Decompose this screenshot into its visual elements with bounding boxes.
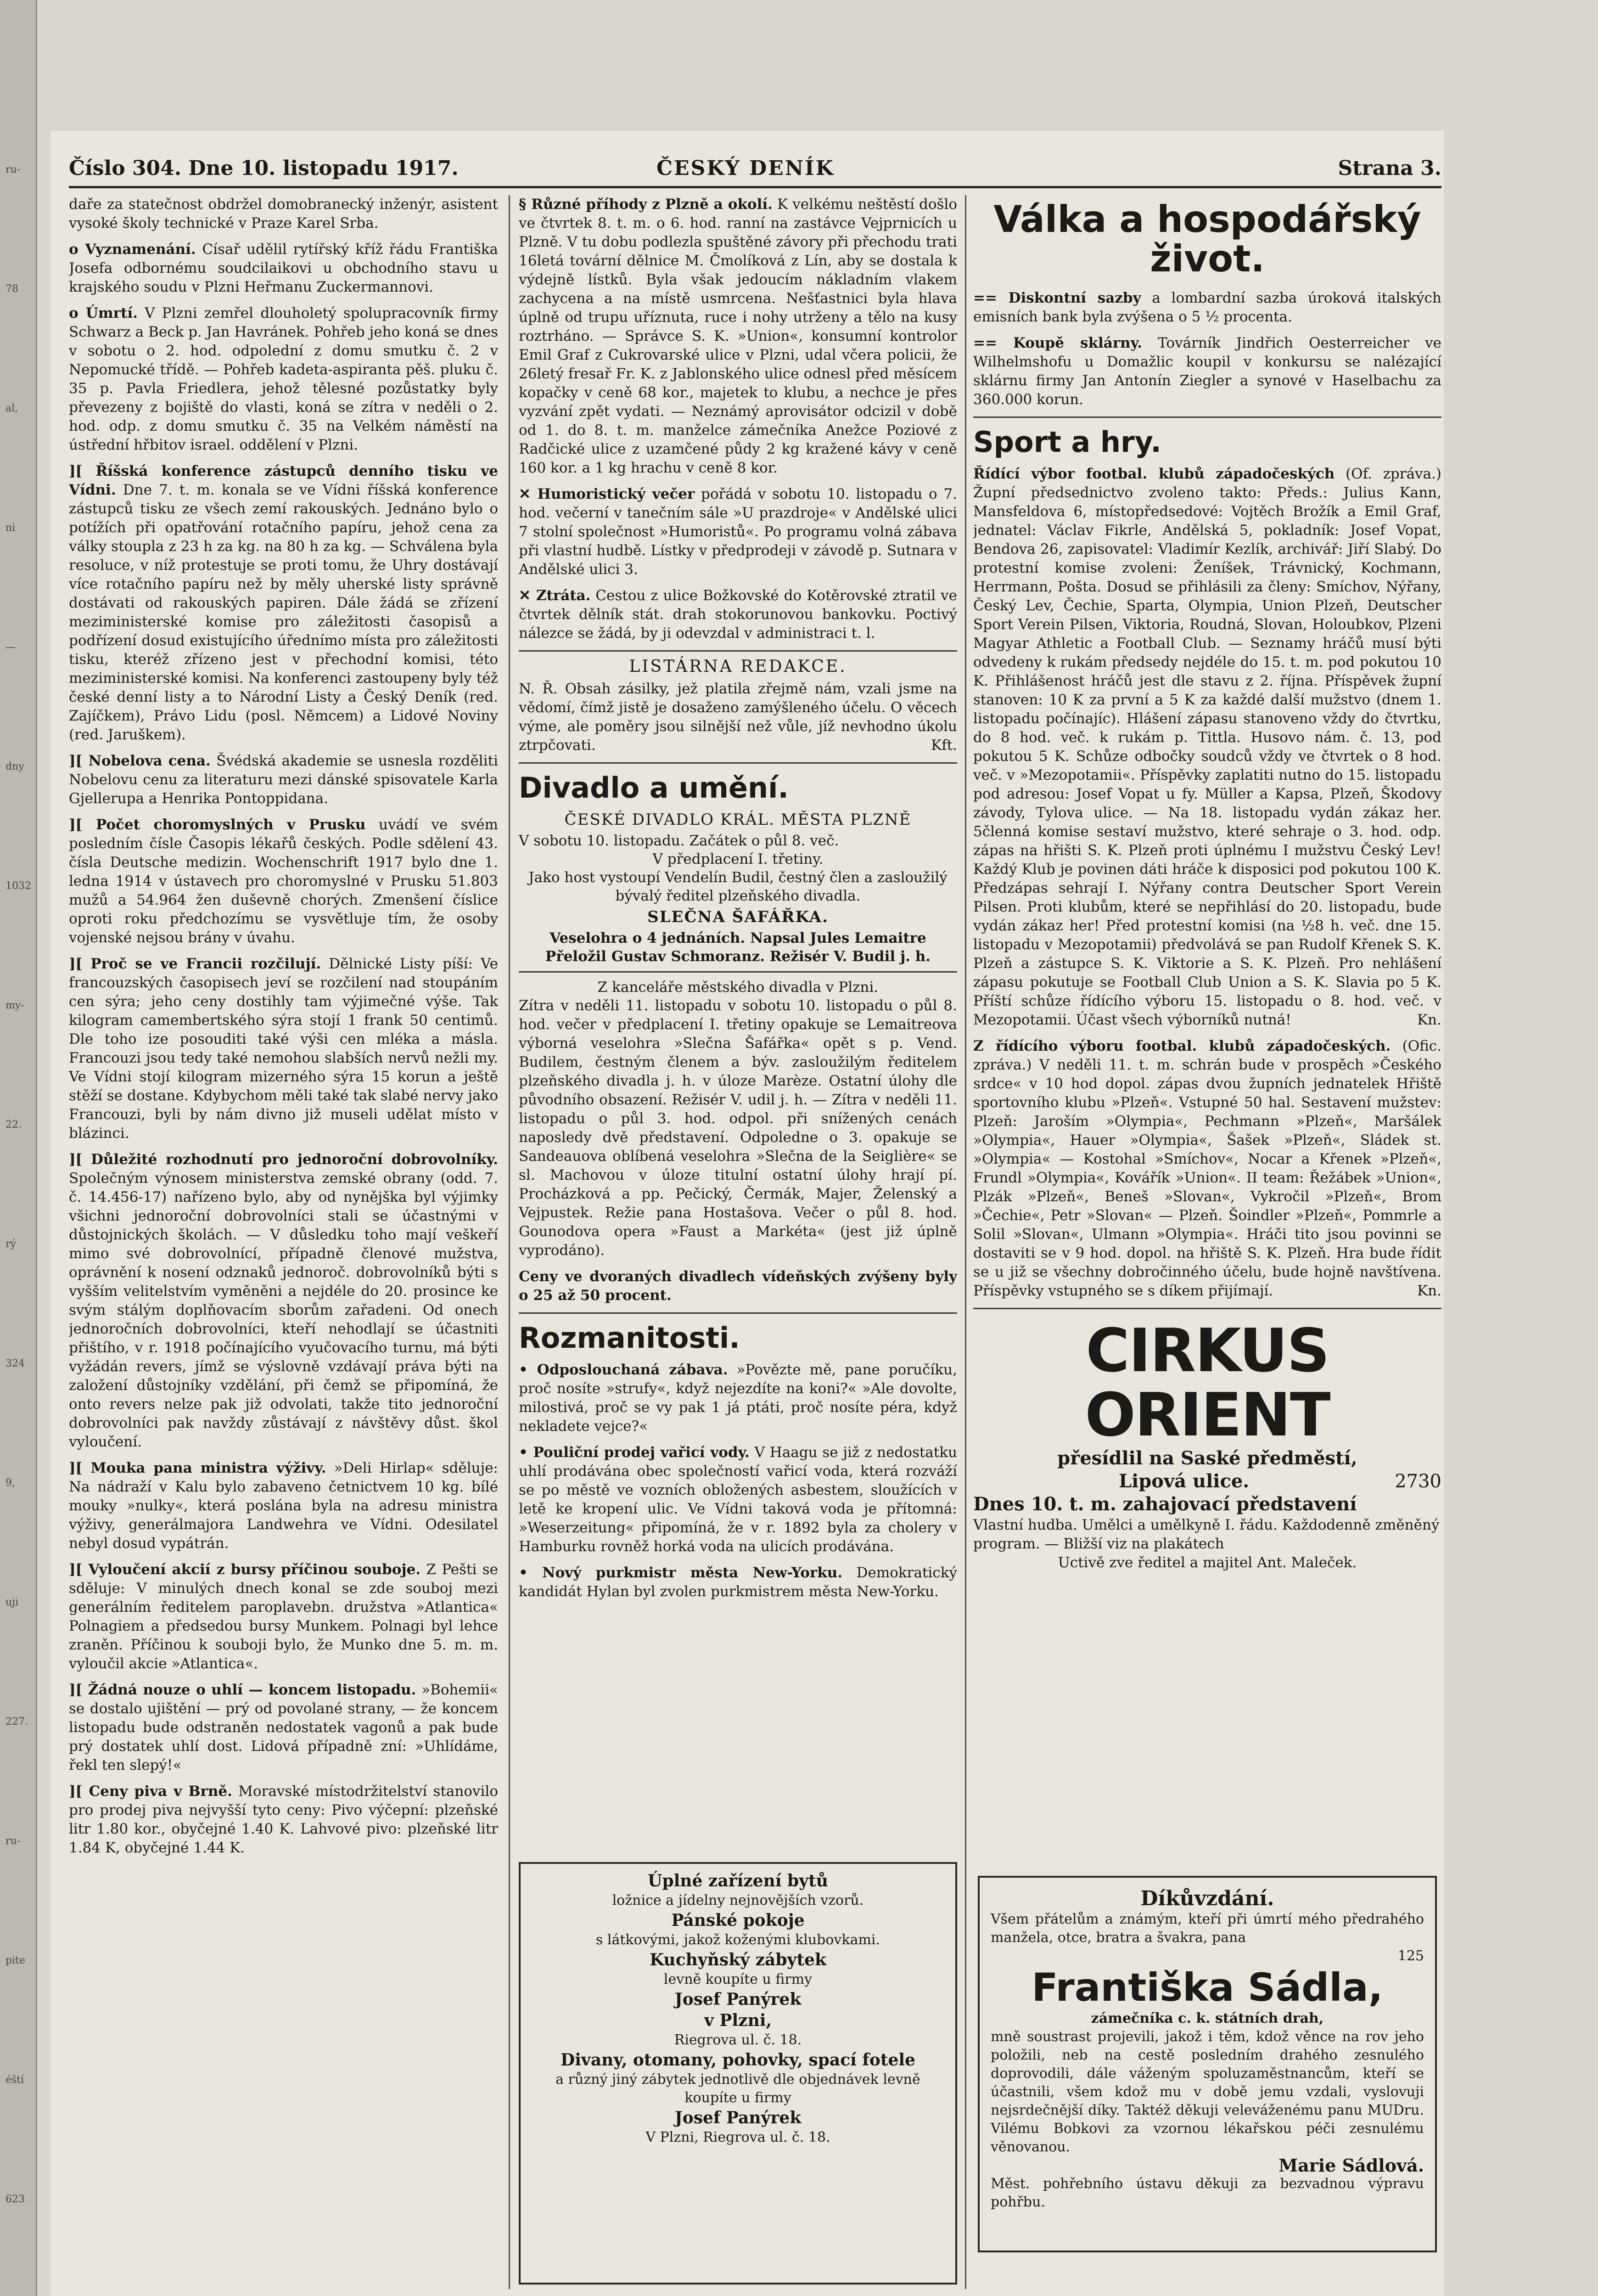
edge-fragment: 78	[6, 283, 18, 295]
divider	[519, 971, 957, 973]
furn-line: levně koupíte u firmy	[663, 1971, 813, 1987]
furn-street: Riegrova ul. č. 18.	[674, 2032, 802, 2048]
thanks-intro: Všem přátelům a známým, kteří při úmrtí mého předrahého manžela, otce, bratra a švakra, pana	[991, 1911, 1424, 1946]
article	[519, 195, 957, 478]
furn-firm: Josef Panýrek	[674, 1990, 802, 2009]
article	[519, 1361, 957, 1436]
furn-line: s látkovými, jakož koženými klubovkami.	[595, 1932, 880, 1948]
column-rule	[965, 195, 966, 2289]
newspaper-page	[50, 131, 1444, 2296]
page-number: Strana 3.	[1338, 157, 1441, 180]
edge-fragment: dny	[6, 761, 24, 772]
divider	[519, 762, 957, 764]
theatre-prices: Ceny ve dvoraných divadlech vídeňských zvýšeny byly o 25 až 50 procent.	[519, 1268, 957, 1304]
article-heading: § Různé příhody z Plzně a okolí.	[519, 196, 773, 213]
issue-date: Číslo 304. Dne 10. listopadu 1917.	[69, 157, 459, 180]
theatre-heading: Divadlo a umění.	[519, 771, 789, 805]
cirkus-title: CIRKUS ORIENT	[1085, 1316, 1330, 1450]
article-heading: == Diskontní sazby	[973, 290, 1141, 306]
article	[69, 1782, 498, 1857]
article-text: (Ofic. zpráva.) V neděli 11. t. m. schrán bude v prospěch »Českého srdce« v 10 hod dopol. zápas dvou župních jednatelek Hřiště sportovního klubu »Plzeň«. Vstupné 50 hal. Sestavení mužstev: Plzeň: Jaroším »Olympia«, Pechmann »Plzeň«, Maršálek »Olympia«, Hauer »Olympia«, Šašek »Plzeň«, Sládek st. »Olympia« — Kostohal »Smíchov«, Nocar a Křenek »Plzeň«, Frundl »Olympia«, Kovářík »Union«. II team: Řežábek »Union«, Plzák »Plzeň«, Beneš »Slovan«, Vykročil »Plzeň«, Brom »Čechie«, Petr »Slovan« — Plzeň. Šoindler »Plzeň«, Pommrle a Solil »Slovan«, Ulmann »Olympia«. Hráči tito jsou povinni se dostaviti se v 9 hod. dopol. na hřiště S. K. Plzeň. Hra bude řídit se u již se všechny dobročinného účelu, bude hojně navštívena. Příspěvky vstupného se s díkem přijímají.	[973, 1038, 1441, 1299]
article-text: pořádá v sobotu 10. listopadu o 7. hod. večerní v tanečním sále »U prazdroje« v Andělské ulici 7 stolní společnost »Humoristů«. Po programu volná zábava při vlastní hudbě. Lístky v předprodeji v závodě p. Sutnara v Andělské ulici 3.	[519, 486, 957, 578]
article-text: Továrník Jindřich Oesterreicher ve Wilhelmshofu u Domažlic koupil v konkursu se nalézající sklárnu firmy Jan Antonín Ziegler a synové v Haselbachu za 360.000 korun.	[973, 335, 1441, 408]
article	[973, 1037, 1441, 1300]
article-text: Cestou z ulice Božkovské do Kotěrovské ztratil ve čtvrtek dělník stát. drah stokorunovou bankovku. Poctivý nálezce se žádá, by ji odevzdal v administraci t. l.	[519, 587, 957, 642]
article-text: Císař udělil rytířský kříž řádu Františka Josefa odbornému soudcilaikovi u obchodního stavu u krajského soudu v Plzni Heřmanu Zuckermannovi.	[69, 241, 498, 295]
divider	[973, 416, 1441, 418]
cirkus-line: přesídlil na Saské předměstí,	[1057, 1447, 1357, 1469]
article-text: Z Pešti se sděluje: V minulých dnech konal se zde souboj mezi generálním ředitelem paroplavebn. družstva »Atlantica« Polnagiem a předsedou bursy Munkem. Polnagi byl lehce zraněn. Příčinou k souboji bylo, že Munko dne 5. m. m. vyloučil akcie »Atlantica«.	[69, 1561, 498, 1672]
theatre-date: V sobotu 10. listopadu. Začátek o půl 8. več.	[519, 833, 839, 849]
article-heading: ✕ Ztráta.	[519, 587, 591, 604]
furn-line: Divany, otomany, pohovky, spací fotele	[561, 2050, 915, 2070]
article-heading: Z řídícího výboru footbal. klubů západočeských.	[973, 1038, 1391, 1054]
page-header	[69, 149, 1441, 188]
column-2	[519, 195, 957, 2289]
thanks-name: Františka Sádla,	[1032, 1965, 1383, 2010]
article-heading: Řídící výbor footbal. klubů západočeských	[973, 466, 1335, 482]
article-heading: ][ Vyloučení akcií z bursy příčinou souboje.	[69, 1561, 421, 1578]
theatre-play: SLEČNA ŠAFÁŘKA.	[647, 908, 829, 926]
article-text: K velkému neštěstí došlo ve čtvrtek 8. t. m. o 6. hod. ranní na zastávce Vejprnicích u Plzně. V tu dobu podlezla spuštěné závory při přechodu trati 16letá tovární dělnice M. Čmolíková z Lín, aby se dostala k výdejně lístků. Byla však jedoucím nákladním vlakem zachycena a na místě usmrcena. Nešťastnici byla hlava úplně od trupu uříznuta, ruce i nohy utrženy a tělo na kusy roztrháno. — Správce S. K. »Union«, konsumní kontrolor Emil Graf z Cukrovarské ulice v Plzni, udal včera policii, že 26letý fresař Fr. K. z Jablonského ulice odnesl před měsícem kopačky v ceně 68 kor., majetek to klubu, a nechce je přes vyzvání zpět vydati. — Neznámý aprovisátor odcizil v době od 1. do 8. t. m. manželce zámečníka Anežce Poziové z Radčické ulice z uzamčené půdy 2 kg kražené kávy v ceně 160 kor. a 1 kg hrachu v ceně 8 kor.	[519, 196, 957, 476]
edge-fragment: ru-	[6, 1835, 21, 1847]
edge-fragment: 9,	[6, 1477, 15, 1489]
article-heading: ][ Mouka pana ministra výživy.	[69, 1460, 326, 1476]
article-text: Demokratický kandidát Hylan byl zvolen purkmistrem města New-Yorku.	[519, 1564, 957, 1600]
cirkus-line: Uctivě zve ředitel a majitel Ant. Maleček.	[1058, 1554, 1357, 1571]
furn-city: v Plzni,	[704, 2011, 772, 2030]
article-heading: ][ Důležité rozhodnutí pro jednoroční dobrovolníky.	[69, 1151, 498, 1168]
article-text: Moravské místodržitelství stanovilo pro prodej piva nejvyšší tyto ceny: Pivo výčepní: plzeňské litr 1.80 kor., obyčejné 1.40 K. Lahvové pivo: plzeňské litr 1.84 K, obyčejné 1.44 K.	[69, 1783, 498, 1856]
article-text: »Povězte mě, pane poručíku, proč nosíte »strufy«, když nejezdíte na koni?« »Ale dovolte, milostivá, proč se vy pak 1 já ptáti, proč nosíte péra, když nekladete vejce?«	[519, 1362, 957, 1435]
article-heading: ][ Ceny piva v Brně.	[69, 1783, 232, 1800]
column-1	[69, 195, 498, 2289]
divider	[973, 1308, 1441, 1309]
thanks-sign: Marie Sádlová.	[1278, 2155, 1424, 2176]
column-rule	[509, 195, 510, 2289]
article	[69, 1459, 498, 1553]
adjacent-page-edge	[0, 0, 37, 2296]
furn-title: Úplné zařízení bytů	[648, 1871, 828, 1891]
thanks-num: 125	[1397, 1948, 1424, 1964]
edge-fragment: éští	[6, 2074, 24, 2086]
edge-fragment: rý	[6, 1238, 16, 1250]
article-text: V Haagu se již z nedostatku uhlí prodávána obec společností vařicí voda, která rozváží se po městě ve vozních obložených asbestem, sloužících v letě ke kropení ulic. Ve Vídni taková voda je přítomná: »Weserzeitung« připomíná, že v r. 1892 byla za cholery v Hamburku rovněž horká voda na ulicích prodávána.	[519, 1444, 957, 1555]
article	[973, 334, 1441, 409]
sport-heading: Sport a hry.	[973, 425, 1161, 459]
article	[69, 304, 498, 455]
listarna-title: LISTÁRNA REDAKCE.	[629, 657, 847, 676]
article	[69, 195, 498, 233]
article	[69, 240, 498, 297]
edge-fragment: 227.	[6, 1716, 28, 1728]
cirkus-line: Dnes 10. t. m. zahajovací představení	[973, 1493, 1357, 1515]
article	[519, 1443, 957, 1556]
article-text: Společným výnosem ministerstva zemské obrany (odd. 7. č. 14.456-17) nařízeno bylo, aby od nynějška byl výjimky všichni jednoroční dobrovolníci stali se účastnými v důstojnických školách. — V důsledku toho mají veškeří mimo své dobrovolnící, případně členové mužstva, oprávnění k nosení odznaků jednoroč. dobrovolníků býti s vyšším velitelstvím vyměněni a nejdéle do 20. prosince ke svým stálým doplňovacím sborům zařadeni. Od onech jednoročních dobrovolníci, kteří nehodlají se účastniti přištího, v r. 1918 počínajícího vyučovacího turnu, má býti vyžádán revers, jímž se výslovně vzdávají práva býti na založení důstojníky vzdělání, při čemž se připomíná, že onto revers nelze pak již odvolati, takže tito jednoroční dobrovolníci pak navždy zůstávají z návštěvy důst. škol vyloučení.	[69, 1170, 498, 1450]
edge-fragment: 22.	[6, 1119, 22, 1131]
edge-fragment: uji	[6, 1597, 19, 1608]
thanks-text: mně soustrast projevili, jakož i těm, kdož věnce na rov jeho položili, neb na cestě posledním drahého zesnulého doprovodili, dále váženým spoluzaměstnancům, kteří se účastnili, všem kdož mu v době jemu vzdali, vyslovuji nejsrdečnější díky. Taktéž děkuji veleváženému panu MUDru. Vilému Bobkovi za vzornou lékařskou péči zesnulému věnovanou.	[991, 2029, 1424, 2155]
article-heading: ✕ Humoristický večer	[519, 486, 695, 502]
thanks-footer: Měst. pohřebního ústavu děkuji za bezvadnou výpravu pohřbu.	[991, 2176, 1424, 2210]
theatre-ticket: V předplacení I. třetiny.	[652, 851, 824, 867]
war-economy-heading: Válka a hospodářský život.	[993, 198, 1421, 280]
article	[69, 816, 498, 947]
theatre-name: ČESKÉ DIVADLO KRÁL. MĚSTA PLZNĚ	[564, 810, 912, 829]
cirkus-line: Lipová ulice. 2730	[1118, 1470, 1441, 1492]
theatre-guest: Jako host vystoupí Vendelín Budil, čestný člen a zasloužilý bývalý ředitel plzeňského divadla.	[528, 869, 948, 904]
article	[69, 1150, 498, 1452]
column-3	[973, 195, 1441, 2289]
furniture-advert	[519, 1862, 957, 2285]
article-text: »Deli Hirlap« sděluje: Na nádraží v Kalu bylo zabaveno četnictvem 10 kg. bílé mouky »nulky«, která poslána byla na adresu ministra výživy, generálmajora Landwehra ve Vídni. Odesilatel nebyl dosud vypátrán.	[69, 1460, 498, 1552]
edge-fragment: ni	[6, 522, 16, 534]
furn-address: V Plzni, Riegrova ul. č. 18.	[645, 2129, 830, 2145]
thanks-role: zámečníka c. k. státních drah,	[1091, 2010, 1324, 2026]
article-heading: • Nový purkmistr města New-Yorku.	[519, 1564, 843, 1581]
furn-line: Kuchyňský zábytek	[650, 1950, 826, 1970]
article-heading: == Koupě sklárny.	[973, 335, 1142, 351]
article-text: Švédská akademie se usnesla rozděliti Nobelovu cenu za literaturu mezi dánské spisovatele Karla Gjellerupa a Henrika Pontoppidana.	[69, 753, 498, 807]
cirkus-advert	[973, 1318, 1441, 1572]
article	[69, 462, 498, 744]
article-text: daře za statečnost obdržel domobranecký inženýr, asistent vysoké školy technické v Praze Karel Srba.	[69, 196, 498, 231]
misc-heading: Rozmanitosti.	[519, 1321, 740, 1355]
edge-fragment: —	[6, 642, 16, 653]
article	[519, 1564, 957, 1601]
furn-firm: Josef Panýrek	[674, 2108, 802, 2127]
article	[69, 1681, 498, 1775]
article-text: a lombardní sazba úroková italských emisních bank byla zvýšena o 5 ½ procenta.	[973, 290, 1441, 325]
article	[69, 752, 498, 808]
article-text: Dělnické Listy píší: Ve francouzských časopisech jeví se rozčilení nad stoupáním cen sýra; jeho ceny dostihly tam výjimečné výše. Tak kilogram camembertského sýra stojí 1 frank 50 centimů. Dle toho ize posouditi také výši cen mléka a másla. Francouzi jsou tedy také nemohou slabších nervů nežli my. Ve Vídni stojí kilogram mizerného sýra 15 korun a ještě stěží se dostane. Kdybychom měli také tak slabé nervy jako Francouzi, byli by nám divno již museli udělat místo v blázinci.	[69, 956, 498, 1142]
edge-fragment: my-	[6, 1000, 24, 1011]
article	[69, 1560, 498, 1673]
newspaper-name: ČESKÝ DENÍK	[656, 157, 835, 180]
edge-fragment: 623	[6, 2194, 25, 2205]
article	[519, 485, 957, 579]
theatre-office: Z kanceláře městského divadla v Plzni.	[597, 979, 879, 996]
furn-line: Pánské pokoje	[671, 1911, 805, 1930]
thanks-title: Díkůvzdání.	[1140, 1887, 1274, 1910]
edge-fragment: ru-	[6, 164, 21, 175]
theatre-text: Zítra v neděli 11. listopadu v sobotu 10. listopadu o půl 8. hod. večer v předplacení I. třetiny opakuje se Lemaitreova výborná veselohra »Slečna Šafářka« opět s p. Vend. Budilem, čestným členem a býv. zasloužilým ředitelem plzeňského divadla j. h. v úloze Marèze. Ostatní úlohy dle původního obsazení. Režisér V. udil j. h. — Zítra v neděli 11. listopadu o půl 3. hod. odpol. při snížených cenách naposledy dvě představení. Odpoledne o 3. opakuje se Sandeauova oblíbená veselohra »Slečna de la Seiglière« se sl. Machovou v úloze titulní ostatní úlohy hrají pí. Procházková a pp. Pečický, Čermák, Majer, Želenský a Vejpustek. Režie pana Hostašova. Večer o půl 8. hod. Gounodova opera »Faust a Markéta« (jest již úplně vyprodáno).	[519, 997, 957, 1259]
article	[519, 586, 957, 643]
article-heading: ][ Počet choromyslných v Prusku	[69, 816, 366, 833]
article-heading: o Úmrtí.	[69, 305, 138, 321]
listarna-text: N. Ř. Obsah zásilky, jež platila zřejmě nám, vzali jsme na vědomí, čímž jistě je dosaženo zamýšleného účelu. O věcech výme, ale poměry jsou silnější než vůle, jíž nevhodno úkolu ztrpčovati. Kft.	[519, 681, 957, 754]
article-text: uvádí ve svém posledním čísle Časopis lékařů českých. Podle sdělení 43. čísla Deutsche medizin. Wochenschrift 1917 bylo dne 1. ledna 1914 v ústavech pro choromyslné v Prusku 51.803 mužů a 54.964 žen duševně chorých. Zmenšení číslice oproti roku předchozímu se vysvětluje tím, že osoby vojenské nejsou brány v úvahu.	[69, 816, 498, 946]
article-sign: Kn.	[1417, 1283, 1441, 1299]
article-heading: ][ Říšská konference zástupců denního tisku ve Vídni.	[69, 463, 498, 498]
furn-line: a různý jiný zábytek jednotlivě dle objednávek levně koupíte u firmy	[555, 2071, 920, 2106]
divider	[519, 650, 957, 652]
furn-line: ložnice a jídelny nejnovějších vzorů.	[612, 1892, 864, 1908]
article-sign: Kn.	[1417, 1012, 1441, 1028]
article-heading: ][ Nobelova cena.	[69, 753, 211, 769]
article-heading: • Pouliční prodej vařicí vody.	[519, 1444, 750, 1461]
article	[973, 465, 1441, 1030]
article-heading: • Odposlouchaná zábava.	[519, 1362, 728, 1378]
edge-fragment: 1032	[6, 880, 31, 892]
article-text: (Of. zpráva.) Župní předsednictvo zvoleno takto: Předs.: Julius Kann, Mansfeldova 6, místopředsedové: Vojtěch Brožík a Emil Graf, jednatel: Václav Fikrle, Andělská 5, pokladník: Josef Vopat, Bendova 26, zapisovatel: Vladimír Kezlík, archivář: Jiří Slabý. Do protestní komise zvoleni: Ženíšek, Trávnický, Kochmann, Herrmann, Pošta. Dosud se přihlásili za členy: Smíchov, Nýřany, Český Lev, Čechie, Sparta, Olympia, Union Plzeň, Deutscher Sport Verein Pilsen, Viktoria, Roudná, Slovan, Holoubkov, Plzeni Magyar Athletic a Football Club. — Seznamy hráčů musí býti odvedeny k rukám předsedy nejdéle do 15. t. m. pod pokutou 10 K. Přihlášenost hráčů jest dle stavu z 2. října. Příspěvek župní stanoven: 10 K za první a 5 K za každé další mužstvo (dnem 1. listopadu počínajíc). Hlášení zápasu stanoveno vždy do čtvrtku, do 8 hod. več. k rukám p. Tittla. Husovo nám. č. 13, pod pokutou 5 K. Schůze odbočky soudců vždy ve čtvrtek o 8 hod. več. v »Mezopotamii«. Příspěvky zaplatiti nutno do 15. listopadu pod adresou: Josef Vopat u fy. Müller a Kapsa, Plzeň, Škodovy závody, Tylova ulice. — Na 18. listopadu vydán zákaz her. 5členná komise sestaví mužstvo, které sehraje o 3. hod. odp. zápas na hřišti S. K. Plzeň proti úplnému I mužstvu Český Lev! Každý Klub je povinen dáti hráče k disposici pod pokutou 100 K. Předzápas sehrají I. Nýřany contra Deutscher Sport Verein Pilsen. Proti klubům, které se nepřihlásí do 20. listopadu, bude vydán zákaz her! Před protestní komisi (na ½8 h. več. dne 15. listopadu v Mezopotamii) předvolává se pan Rudolf Křenek S. K. Plzeň a zástupce S. K. Viktorie a S. K. Plzeň. Pro nehlášení zápasu pokutuje se Football Club Union a S. K. Slavia po 5 K. Příští schůze řídícího výboru 15. listopadu o 8. hod. več. v Mezopotamii. Účast všech výborníků nutná!	[973, 466, 1441, 1028]
article-heading: ][ Proč se ve Francii rozčilují.	[69, 956, 321, 972]
article-text: »Bohemii« se dostalo ujištění — prý od povolané strany, — že koncem listopadu bude odstraněn nedostatek vagonů a pak bude prý dostatek uhlí dost. Lidová případně zní: »Uhlídáme, řekl ten slepý!«	[69, 1682, 498, 1773]
cirkus-line: Vlastní hudba. Umělci a umělkyně I. řádu. Každodenně změněný program. — Bližší viz na plakátech	[973, 1517, 1440, 1552]
edge-fragment: pite	[6, 1955, 25, 1966]
article	[973, 289, 1441, 326]
article-heading: o Vyznamenání.	[69, 241, 196, 258]
theatre-play-info: Veselohra o 4 jednáních. Napsal Jules Lemaitre Přeložil Gustav Schmoranz. Režisér V. Budil j. h.	[545, 930, 931, 965]
article-text: V Plzni zemřel dlouholetý spolupracovník firmy Schwarz a Beck p. Jan Havránek. Pohřeb jeho koná se dnes v sobotu o 2. hod. odpolední z domu smutku č. 2 v Nepomucké třídě. — Pohřeb kadeta-aspiranta pěš. pluku č. 35 p. Pavla Friedlera, jehož tělesné pozůstatky byly převezeny z bojiště do vlasti, koná se zítra v neděli o 2. hod. odp. z domu smutku č. 35 na Velkém náměstí na ústřední hřbitov israel. oddělení v Plzni.	[69, 305, 498, 453]
divider	[519, 1312, 957, 1314]
article-heading: ][ Žádná nouze o uhlí — koncem listopadu.	[69, 1682, 416, 1698]
article-text: Dne 7. t. m. konala se ve Vídni říšská konference zástupců tisku ze všech zemí rakouských. Jednáno bylo o potížích při opatřování rotačního papíru, jehož cena za války stoupla z 23 h za kg. na 80 h za kg. — Schválena byla resoluce, v níž protestuje se proti tomu, že Uhry dostávají více rotačního papíru než by měly uherské listy správně dostávati od rakouských papiren. Dále žádá se zřízení meziministerské komise pro záležitosti časopisů a podřízení dosud existujícího úřednímo místa pro záležitosti tisku, kteréž zřízeno jest v přechodní komisi, této meziministerské komisi. Na konferenci zastoupeny byly též české denní listy a to Národní Listy a Český Deník (red. Zajíčkem), Právo Lidu (posl. Němcem) a Lidové Noviny (red. Jaruškem).	[69, 482, 498, 743]
edge-fragment: 324	[6, 1358, 25, 1369]
edge-fragment: al,	[6, 403, 18, 414]
article	[69, 955, 498, 1143]
